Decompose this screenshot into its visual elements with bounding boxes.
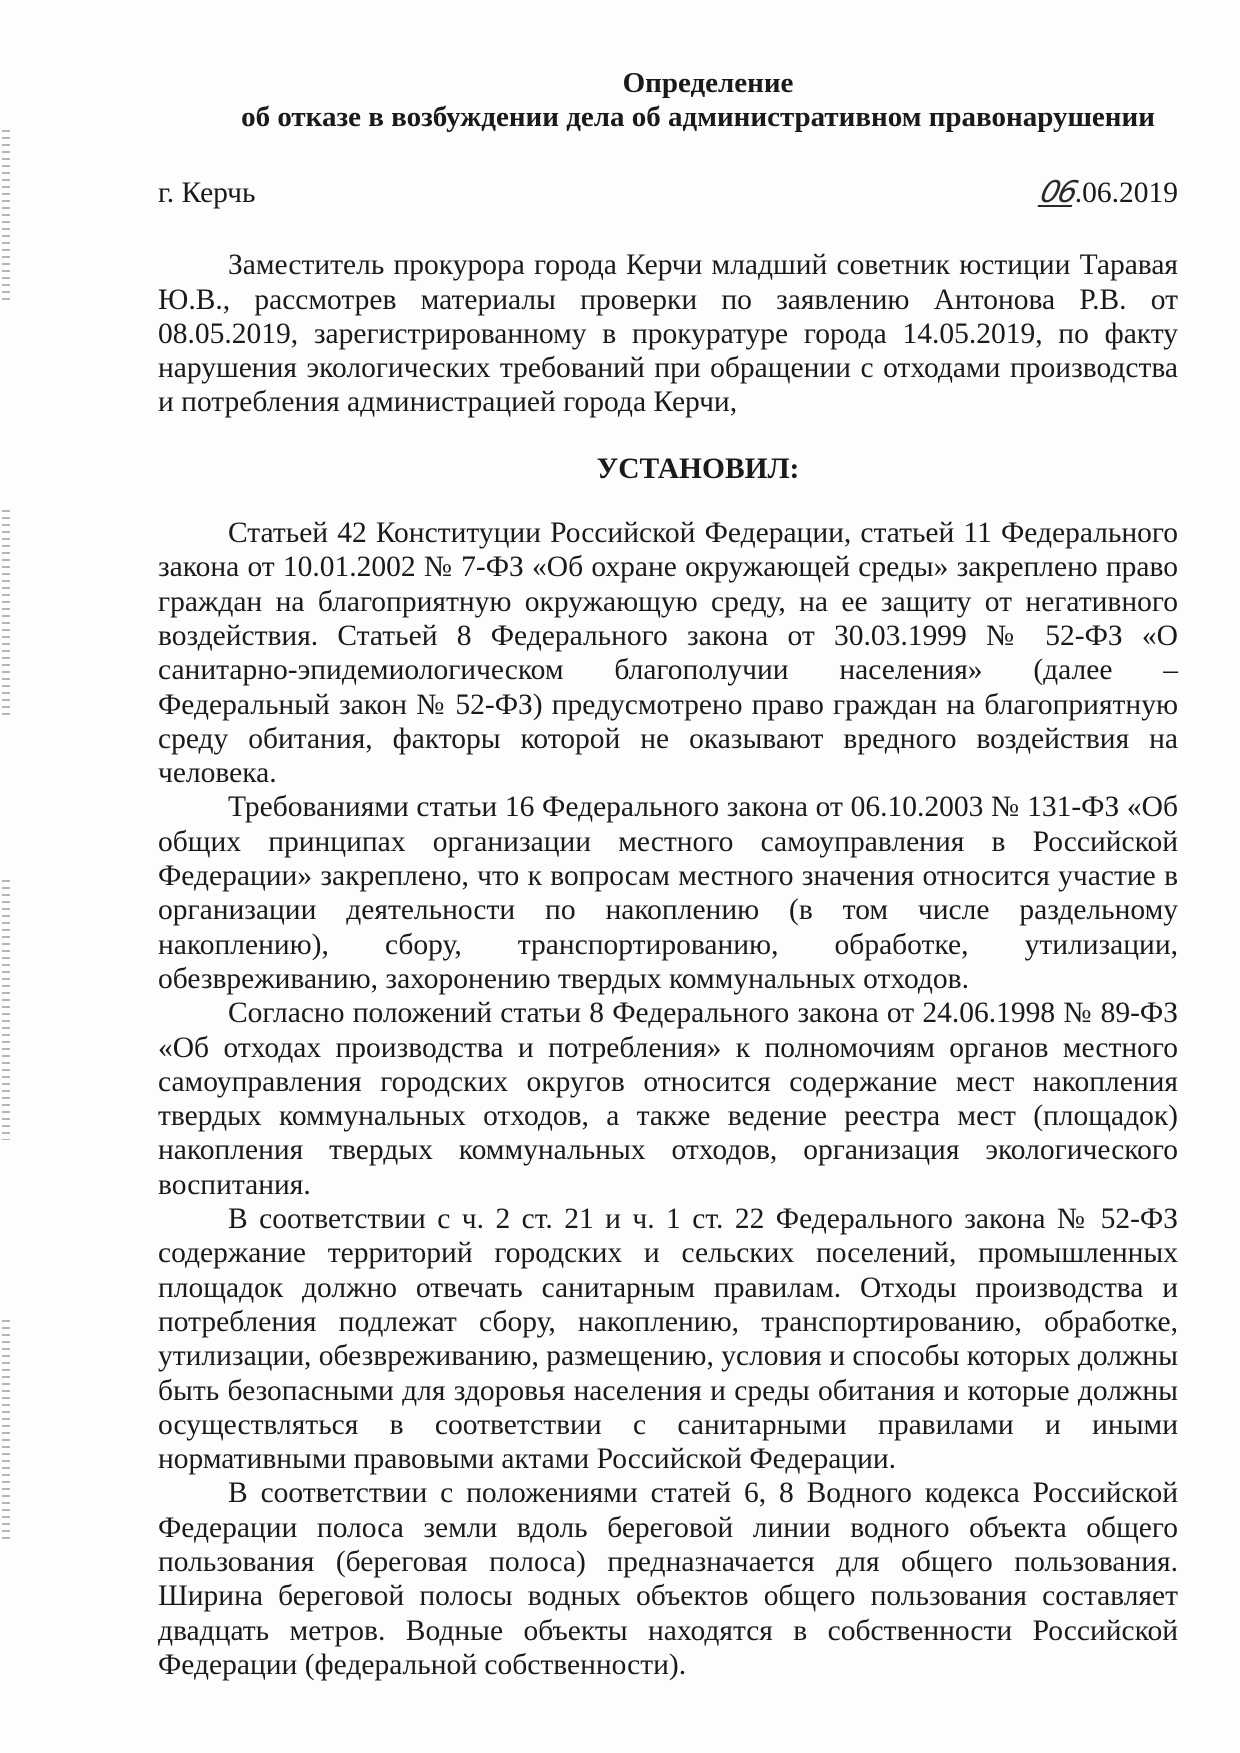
established-heading: УСТАНОВИЛ: [596,452,800,485]
scan-artifact [2,880,10,1140]
body-paragraph: В соответствии с положениями статей 6, 8 Водного кодекса Российской Федерации полоса земли вдоль береговой линии водного объекта общего пользования (береговая полоса) предназначается для общего пользования. Ширина береговой полосы водных объектов общего пользования составляет двадцать метров. Водные объекты находятся в собственности Российской Федерации (федеральной собственности). [158,1477,1178,1681]
document-subtitle: об отказе в возбуждении дела об административном правонарушении [241,101,1155,133]
body-paragraph: Согласно положений статьи 8 Федерального закона от 24.06.1998 № 89-ФЗ «Об отходах производства и потребления» к полномочиям органов местного самоуправления городских округов относится содержание мест накопления твердых коммунальных отходов, а также ведение реестра мест (площадок) накопления твердых коммунальных отходов, организация экологического воспитания. [158,997,1178,1201]
place-date-row [158,176,1178,210]
date-month-year: .06.2019 [1074,177,1178,209]
document-date [1036,175,1178,210]
place: г. Керчь [158,177,256,209]
body-paragraph: Статьей 42 Конституции Российской Федерации, статьей 11 Федерального закона от 10.01.2002 № 7-ФЗ «Об охране окружающей среды» закреплено право граждан на благоприятную окружающую среду, на ее защиту от негативного воздействия. Статьей 8 Федерального закона от 30.03.1999 № 52-ФЗ «О санитарно-эпидемиологическом благополучии населения» (далее – Федеральный закон № 52-ФЗ) предусмотрено право граждан на благоприятную среду обитания, факторы которой не оказывают вредного воздействия на человека. [158,517,1178,790]
scan-artifact [2,130,10,300]
scan-artifact [2,1320,10,1540]
intro-paragraph: Заместитель прокурора города Керчи младший советник юстиции Таравая Ю.В., рассмотрев материалы проверки по заявлению Антонова Р.В. от 08.05.2019, зарегистрированному в прокуратуре города 14.05.2019, по факту нарушения экологических требований при обращении с отходами производства и потребления администрацией города Керчи, [158,249,1178,419]
body-paragraph: В соответствии с ч. 2 ст. 21 и ч. 1 ст. 22 Федерального закона № 52-ФЗ содержание территорий городских и сельских поселений, промышленных площадок должно отвечать санитарным правилам. Отходы производства и потребления подлежат сбору, накоплению, транспортированию, обработке, утилизации, обезвреживанию, размещению, условия и способы которых должны быть безопасными для здоровья населения и среды обитания и которые должны осуществляться в соответствии с санитарными правилами и иными нормативными правовыми актами Российской Федерации. [158,1203,1178,1476]
handwritten-day: 06 [1036,175,1080,210]
document-title: Определение [622,67,794,99]
body-paragraph: Требованиями статьи 16 Федерального закона от 06.10.2003 № 131-ФЗ «Об общих принципах организации местного самоуправления в Российской Федерации» закреплено, что к вопросам местного значения относится участие в организации деятельности по накоплению (в том числе раздельному накоплению), сбору, транспортированию, обработке, утилизации, обезвреживанию, захоронению твердых коммунальных отходов. [158,791,1178,995]
document-body [158,66,1178,1682]
scan-artifact [2,510,10,720]
